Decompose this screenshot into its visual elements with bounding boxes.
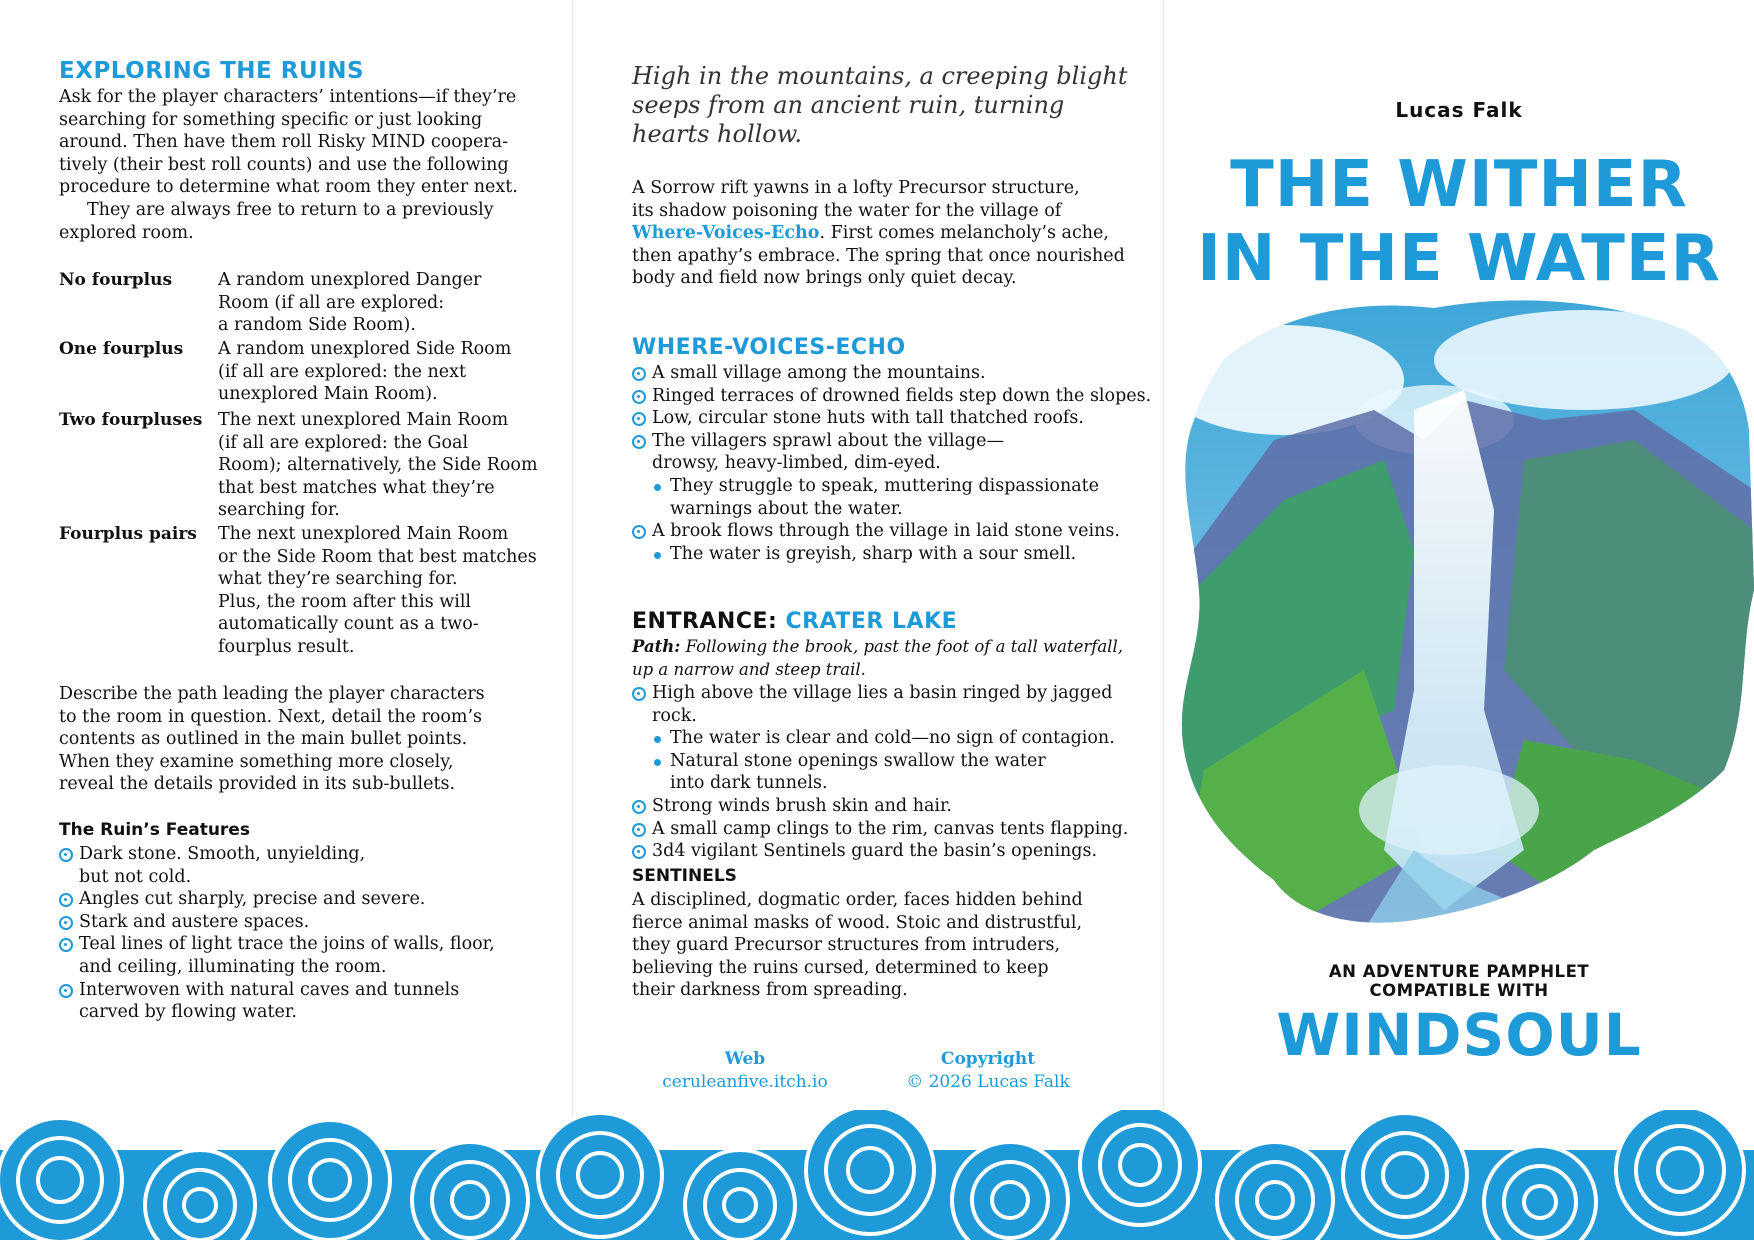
dot-bullet-icon (654, 552, 661, 559)
spiral-bullet-icon (59, 916, 73, 930)
spiral-bullet-icon (632, 525, 646, 539)
table-value: The next unexplored Main Room or the Side Room that best matches what they’re searching for. Plus, the room after this will automatically count as a two- fourplus result. (218, 524, 537, 657)
dot-bullet-icon (654, 759, 661, 766)
middle-panel (573, 0, 1163, 1240)
list-item: Dark stone. Smooth, unyielding, but not cold. (59, 843, 559, 888)
sentinels-paragraph: A disciplined, dogmatic order, faces hidden behind fierce animal masks of wood. Stoic and distrustful, they guard Precursor structures from intruders, believing the ruins cursed, determined to keep their darkness from spreading. (632, 890, 1083, 1001)
list-item: Stark and austere spaces. (59, 911, 559, 934)
list-item: 3d4 vigilant Sentinels guard the basin’s openings. (632, 840, 1152, 863)
entrance-list (632, 682, 1152, 863)
spiral-bullet-icon (632, 412, 646, 426)
cover-title: THE WITHER IN THE WATER (1197, 148, 1721, 296)
describe-paragraph: Describe the path leading the player characters to the room in question. Next, detail the room’s contents as outlined in the main bullet points. When they examine something more closely, reveal the details provided in its sub-bullets. (59, 684, 485, 795)
spiral-bullet-icon (59, 938, 73, 952)
spiral-bullet-icon (632, 800, 646, 814)
village-list (632, 362, 1152, 565)
table-value: The next unexplored Main Room (if all are explored: the Goal Room); alternatively, the Side Room that best matches what they’re searching for. (218, 410, 538, 521)
list-item: Low, circular stone huts with tall thatched roofs. (632, 407, 1152, 430)
path-text: Path: Following the brook, past the foot of a tall waterfall, up a narrow and steep trail. (632, 637, 1123, 679)
sub-list-item: Natural stone openings swallow the water into dark tunnels. (632, 750, 1152, 795)
list-item: Strong winds brush skin and hair. (632, 795, 1152, 818)
spiral-bullet-icon (632, 687, 646, 701)
table-label: Two fourpluses (59, 410, 203, 430)
dot-bullet-icon (654, 736, 661, 743)
list-item: A brook flows through the village in laid stone veins. (632, 520, 1152, 543)
table-label: One fourplus (59, 339, 184, 359)
intro-paragraph: A Sorrow rift yawns in a lofty Precursor structure, its shadow poisoning the water for the village of Where-Voices-Echo. First comes melancholy’s ache, then apathy’s embrace. The spring that once nourished body and field now brings only quiet decay. (632, 178, 1125, 289)
copyright-value: © 2026 Lucas Falk (906, 1072, 1070, 1092)
spiral-bullet-icon (632, 390, 646, 404)
cover-panel (1164, 0, 1754, 1240)
sub-list-item: They struggle to speak, muttering dispassionate warnings about the water. (632, 475, 1152, 520)
dot-bullet-icon (654, 484, 661, 491)
sub-list-item: The water is greyish, sharp with a sour smell. (632, 543, 1152, 566)
spiral-bullet-icon (59, 848, 73, 862)
list-item: Interwoven with natural caves and tunnels carved by flowing water. (59, 979, 559, 1024)
spiral-bullet-icon (59, 984, 73, 998)
sentinels-heading: SENTINELS (632, 866, 737, 886)
spiral-bullet-icon (59, 893, 73, 907)
list-item: The villagers sprawl about the village— drowsy, heavy-limbed, dim-eyed. (632, 430, 1152, 475)
table-label: No fourplus (59, 270, 173, 290)
section-heading-entrance: ENTRANCE: CRATER LAKE (632, 609, 958, 634)
spiral-bullet-icon (632, 367, 646, 381)
copyright-block (903, 1048, 1073, 1094)
list-item: Angles cut sharply, precise and severe. (59, 888, 559, 911)
sub-list-item: The water is clear and cold—no sign of contagion. (632, 727, 1152, 750)
section-heading-exploring: EXPLORING THE RUINS (59, 58, 365, 84)
features-list (59, 843, 559, 1024)
intro-paragraph: Ask for the player characters’ intentions—if they’re searching for something specific or just looking around. Then have them roll Risky MIND coopera- tively (their best roll counts) and use the following procedure to determine what room they enter next. They are always free to return to a previously explored room. (59, 87, 518, 243)
system-logo: WINDSOUL (1276, 1001, 1642, 1069)
list-item: High above the village lies a basin ringed by jagged rock. (632, 682, 1152, 727)
village-link[interactable]: Where-Voices-Echo (632, 223, 820, 244)
features-heading: The Ruin’s Features (59, 820, 250, 840)
list-item: A small village among the mountains. (632, 362, 1152, 385)
author-name: Lucas Falk (1395, 98, 1523, 122)
web-label: Web (724, 1049, 766, 1069)
cover-subtitle: AN ADVENTURE PAMPHLET COMPATIBLE WITH (1328, 962, 1590, 1000)
table-value: A random unexplored Side Room (if all are explored: the next unexplored Main Room). (218, 339, 512, 405)
spiral-bullet-icon (632, 823, 646, 837)
spiral-bullet-icon (632, 435, 646, 449)
wave-border (0, 1110, 1754, 1240)
list-item: Teal lines of light trace the joins of walls, floor, and ceiling, illuminating the room. (59, 933, 559, 978)
table-value: A random unexplored Danger Room (if all are explored: a random Side Room). (218, 270, 482, 336)
section-heading-village: WHERE-VOICES-ECHO (632, 335, 906, 360)
tagline: High in the mountains, a creeping blight seeps from an ancient ruin, turning hearts hollow. (632, 62, 1128, 148)
copyright-label: Copyright (940, 1049, 1036, 1069)
spiral-bullet-icon (632, 845, 646, 859)
table-label: Fourplus pairs (59, 524, 197, 544)
web-link[interactable]: ceruleanfive.itch.io (662, 1072, 828, 1092)
left-panel (0, 0, 572, 1240)
list-item: A small camp clings to the rim, canvas tents flapping. (632, 818, 1152, 841)
web-block (660, 1048, 830, 1094)
list-item: Ringed terraces of drowned fields step down the slopes. (632, 385, 1152, 408)
waterfall-illustration (1164, 290, 1754, 970)
